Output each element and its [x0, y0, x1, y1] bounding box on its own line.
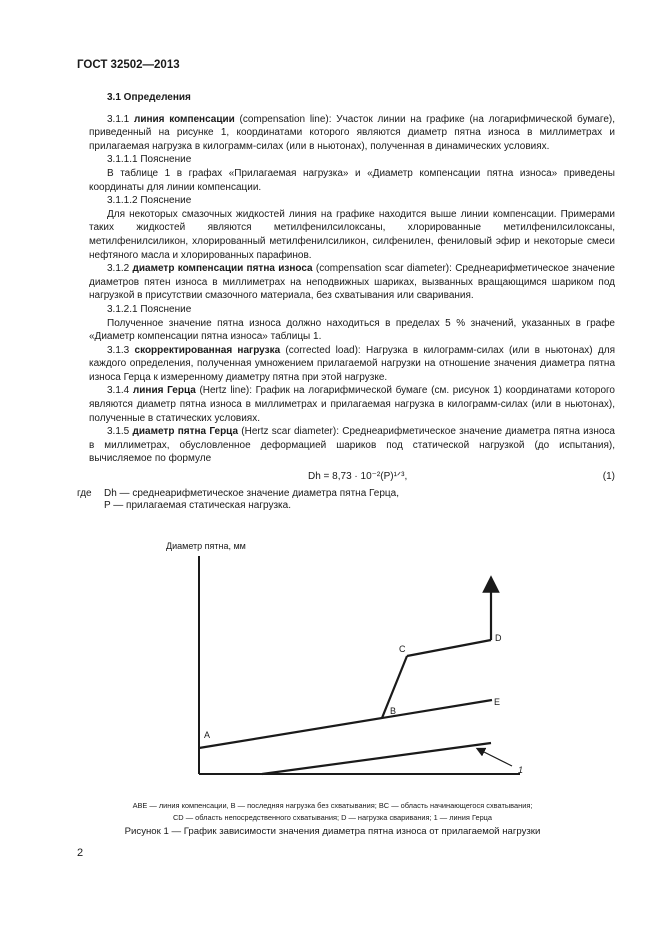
hertz-line	[262, 743, 491, 774]
document-body	[77, 91, 615, 513]
term: линия компенсации	[133, 113, 235, 125]
where-lead: где	[77, 488, 92, 500]
formula: Dh = 8,73 · 10⁻²(P)¹ᐟ³,	[308, 471, 408, 483]
compensation-line-abe	[199, 700, 492, 748]
page-number: 2	[77, 847, 84, 859]
note-title: 3.1.1.1 Пояснение	[107, 154, 192, 166]
term: линия Герца	[132, 385, 196, 397]
paragraph-3-1-3	[89, 344, 615, 385]
formula-explanation	[77, 487, 615, 513]
document-header: ГОСТ 32502—2013	[77, 59, 180, 71]
figure-1-chart	[150, 536, 530, 786]
legend-line: CD — область непосредственного схватывания; D — нагрузка сваривания; 1 — линия Герца	[172, 812, 493, 822]
figure-legend	[60, 800, 605, 823]
point-label-c: C	[399, 644, 406, 654]
clause-number: 3.1.5	[107, 426, 133, 438]
note-text: Для некоторых смазочных жидкостей линия на графике находится выше линии компенсации. Примерами таких жидкостей являются метилфенилсилоксаны, хлорированные метилфенилсилоксаны, метилфенилсиликон, хлорированный метилфенилсиликон, силфенилен, фениловый эфир и некоторые смеси нефтяного масла и хлорированных парафинов.	[89, 208, 615, 261]
legend-line: ABE — линия компенсации, B — последняя нагрузка без схватывания; BC — область начинающегося схватывания;	[132, 801, 533, 810]
note-text: Полученное значение пятна износа должно находиться в пределах 5 % значений, указанных в графе «Диаметр компенсации пятна износа» таблицы 1.	[89, 317, 615, 343]
clause-number: 3.1.4	[107, 385, 133, 397]
clause-number: 3.1.1	[107, 113, 134, 125]
point-label-d: D	[495, 633, 502, 643]
formula-row	[89, 470, 615, 484]
where-p: P — прилагаемая статическая нагрузка.	[104, 500, 291, 512]
y-axis-label: Диаметр пятна, мм	[166, 541, 246, 551]
point-label-e: E	[494, 697, 501, 707]
hertz-pointer-arrow	[480, 750, 512, 766]
note-title: 3.1.2.1 Пояснение	[107, 303, 192, 315]
paragraph-3-1-4	[89, 384, 615, 425]
clause-text: (corrected load): Нагрузка в килограмм-силах (или в ньютонах) для каждого определения, полученная умножением прилагаемой нагрузки на отношение значения диаметра пятна износа Герца к измеренному диаметру пятна при этой нагрузке.	[89, 344, 615, 383]
clause-number: 3.1.2	[107, 263, 133, 275]
term: диаметр пятна Герца	[132, 426, 239, 438]
clause-text: (compensation scar diameter): Среднеарифметическое значение диаметров пятен износа в миллиметрах на неподвижных шариках, вызванных вращающимся шариком под нагрузкой в присутствии смазочного материала, без схватывания или сваривания.	[89, 263, 615, 302]
paragraph-3-1-5	[89, 425, 615, 466]
paragraph-3-1-2	[89, 262, 615, 303]
clause-text: (compensation line): Участок линии на графике (на логарифмической бумаге), приведенный на рисунке 1, координатами которого являются диаметр пятна износа в миллиметрах и прилагаемая нагрузка в килограмм-силах (или в ньютонах), полученная в динамических условиях.	[89, 113, 615, 152]
point-label-b: B	[390, 706, 397, 716]
paragraph-3-1-1	[89, 113, 615, 154]
note-title: 3.1.1.2 Пояснение	[107, 195, 192, 207]
term: диаметр компенсации пятна износа	[132, 263, 313, 275]
note-text: В таблице 1 в графах «Прилагаемая нагрузка» и «Диаметр компенсации пятна износа» приведены координаты для линии компенсации.	[89, 167, 615, 193]
segment-cd	[407, 640, 491, 656]
clause-number: 3.1.3	[107, 344, 135, 356]
point-label-a: A	[204, 730, 211, 740]
clause-text: (Hertz scar diameter): Среднеарифметическое значение диаметра пятна износа в миллиметрах, обусловленное деформацией шариков под статической нагрузкой (до испытания), вычисляемое по формуле	[89, 426, 615, 465]
clause-text: (Hertz line): График на логарифмической бумаге (см. рисунок 1) координатами которого являются диаметр пятна износа в миллиметрах и прилагаемая нагрузка в килограмм-силах (или в ньютонах), полученные в статических условиях.	[89, 385, 615, 424]
figure-caption: Рисунок 1 — График зависимости значения диаметра пятна износа от прилагаемой нагрузки	[124, 826, 541, 837]
term: скорректированная нагрузка	[134, 344, 281, 356]
point-label-1: 1	[518, 765, 524, 775]
formula-number: (1)	[602, 471, 615, 483]
figure-svg	[150, 536, 530, 786]
where-dh: Dh — среднеарифметическое значение диаметра пятна Герца,	[104, 488, 399, 500]
section-title: 3.1 Определения	[107, 92, 191, 103]
